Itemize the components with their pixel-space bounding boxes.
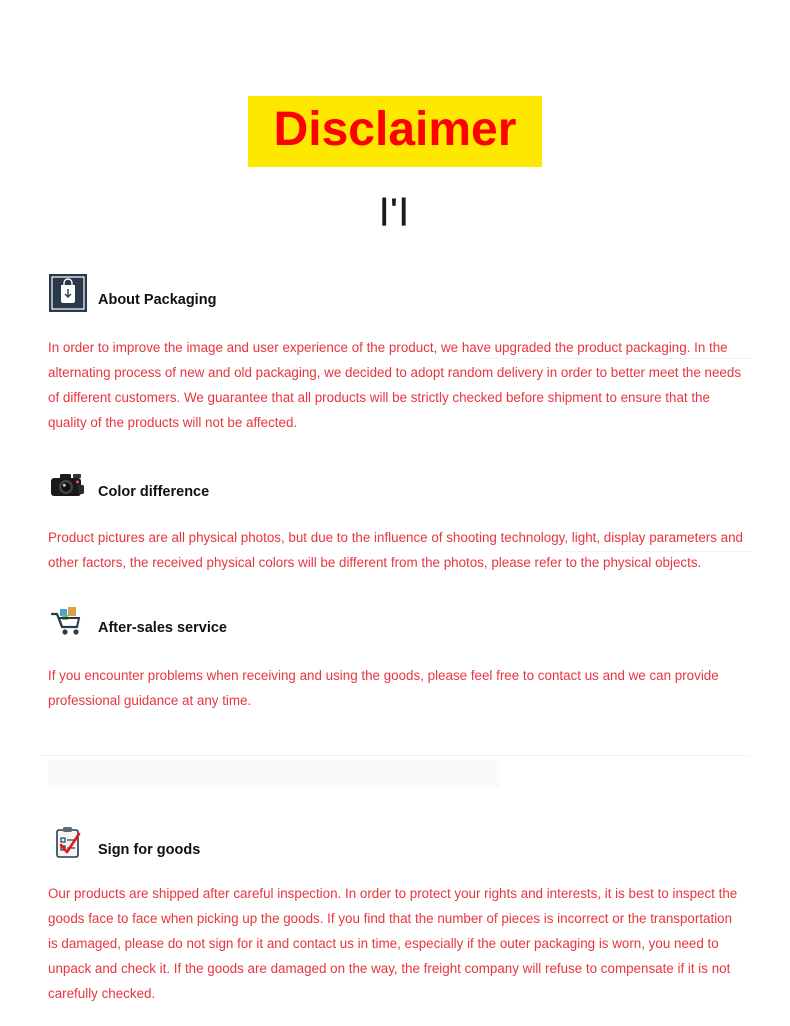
section-body: Product pictures are all physical photos, but due to the influence of shooting technology, light, display parameters and other factors, the received physical colors will be different from the photos, please refer to the physical objects. [48, 530, 743, 571]
section-body: If you encounter problems when receiving and using the goods, please feel free to contact us and we can provide professional guidance at any time. [48, 668, 719, 709]
section-after-sales-service [48, 601, 744, 713]
section-heading: Sign for goods [98, 841, 201, 858]
section-heading: After-sales service [98, 619, 227, 636]
camera-icon [48, 465, 88, 505]
section-heading: Color difference [98, 483, 210, 500]
section-about-packaging [48, 273, 744, 435]
section-header [48, 601, 744, 641]
section-body: In order to improve the image and user experience of the product, we have upgraded the product packaging. In the alternating process of new and old packaging, we decided to adopt random delivery in order to better meet the needs of different customers. We guarantee that all products will be strictly checked before shipment to ensure that the quality of the products will not be affected. [48, 340, 742, 431]
section-header [48, 273, 744, 313]
page-title-area [0, 0, 790, 167]
divider-glyph: |'| [380, 193, 410, 227]
section-header [48, 465, 744, 505]
section-body: Our products are shipped after careful inspection. In order to protect your rights and interests, it is best to inspect the goods face to face when picking up the goods. If you find that the number of pieces is incorrect or the transportation is damaged, please do not sign for it and contact us in time, especially if the outer packaging is worn, you need to unpack and check it. If the goods are damaged on the way, the freight company will refuse to compensate if it is not carefully checked. [48, 886, 738, 1002]
page-title: Disclaimer [248, 96, 543, 167]
scan-artifact-line [480, 358, 750, 359]
scan-artifact-line [560, 551, 750, 552]
scan-artifact-block [48, 760, 500, 788]
section-heading: About Packaging [98, 291, 217, 308]
sections-container [0, 273, 790, 1006]
checklist-clipboard-icon [48, 823, 88, 863]
shopping-cart-icon [48, 601, 88, 641]
section-header [48, 823, 744, 863]
section-color-difference [48, 465, 744, 575]
section-sign-for-goods [48, 823, 744, 1006]
scan-artifact-line [40, 755, 750, 756]
decorative-divider [0, 195, 790, 235]
packaging-bag-icon [48, 273, 88, 313]
